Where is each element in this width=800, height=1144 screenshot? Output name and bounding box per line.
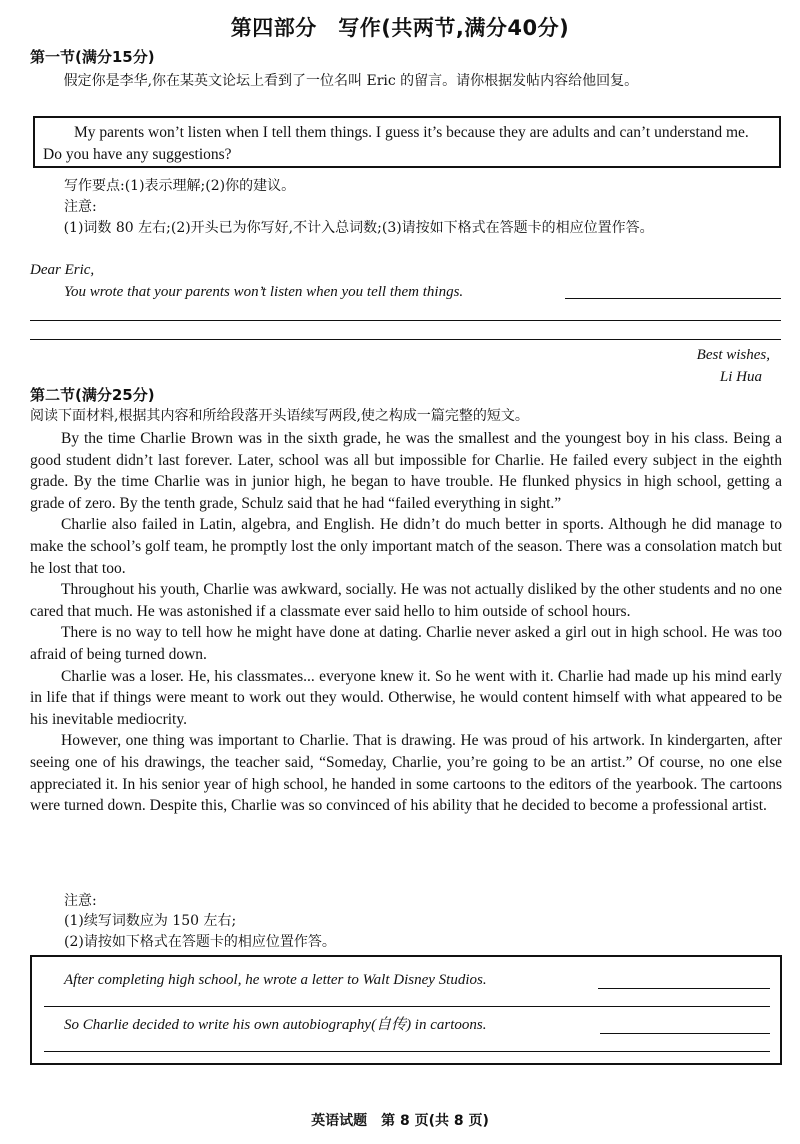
answer-line [44,1006,770,1007]
answer-line [600,1033,770,1034]
section1-intro: 假定你是李华,你在某英文论坛上看到了一位名叫 Eric 的留言。请你根据发帖内容给他回复。 [63,73,639,89]
section2-note-1: (1)续写词数应为 150 左右; [64,913,237,929]
section1-heading: 第一节(满分15分) [30,48,155,66]
writing-points: 写作要点:(1)表示理解;(2)你的建议。 [64,178,296,194]
answer-line [565,298,781,299]
letter-signature: Li Hua [719,369,762,385]
section2-heading: 第二节(满分25分) [30,386,155,404]
passage-paragraph: There is no way to tell how he might have done at dating. Charlie never asked a girl out in high school. He was too afraid of being turned down. [30,624,782,663]
page-footer: 英语试题 第 8 页(共 8 页) [311,1113,489,1129]
answer-line [30,339,781,340]
section2-note-label: 注意: [64,893,97,909]
page-title: 第四部分 写作(共两节,满分40分) [230,16,570,40]
passage-paragraph: Charlie also failed in Latin, algebra, and English. He didn’t do much better in sports. Although he did manage to make the school’s golf team, he promptly lost the only important match of the season. There was a consolation match but he lost that too. [30,516,782,577]
answer-line [30,320,781,321]
paragraph-starter-1: After completing high school, he wrote a letter to Walt Disney Studios. [64,972,487,988]
section2-intro: 阅读下面材料,根据其内容和所给段落开头语续写两段,使之构成一篇完整的短文。 [30,408,529,424]
continuation-answer-box [30,955,782,1065]
section1-note-label: 注意: [64,199,97,215]
passage-paragraph: Charlie was a loser. He, his classmates... everyone knew it. So he went with it. Charlie had made up his mind early in life that if things were meant to work out they would. Otherwise, he would content himself with what appeared to be his inevitable mediocrity. [30,667,782,728]
answer-line [598,988,770,989]
letter-opening: You wrote that your parents won’t listen when you tell them things. [64,284,464,300]
passage-paragraph: By the time Charlie Brown was in the sixth grade, he was the smallest and the youngest boy in his class. Being a good student didn’t last forever. Later, school was all but impossible for Charlie. He failed every subject in the eighth grade. By the time Charlie was in junior high, he began to have trouble. He flunked physics in high school, getting a grade of zero. By the tenth grade, Schulz said that he had “failed everything in sight.” [30,430,782,512]
forum-post-text: My parents won’t listen when I tell them things. I guess it’s because they are adults and can’t understand me. Do you have any suggestions? [43,124,749,163]
forum-post-box [33,116,781,168]
passage-paragraph: However, one thing was important to Charlie. That is drawing. He was proud of his artwork. In kindergarten, after seeing one of his drawings, the teacher said, “Someday, Charlie, you’re going to be an artist.” Of course, no one else appreciated it. In his senior year of high school, he handed in some cartoons to the editors of the yearbook. The cartoons were turned down. Despite this, Charlie was so convinced of his ability that he decided to become a professional artist. [30,732,782,815]
letter-closing: Best wishes, [696,347,770,363]
section1-note-text: (1)词数 80 左右;(2)开头已为你写好,不计入总词数;(3)请按如下格式在答题卡的相应位置作答。 [63,220,654,236]
answer-line [44,1051,770,1052]
section2-note-2: (2)请按如下格式在答题卡的相应位置作答。 [64,934,336,950]
letter-salutation: Dear Eric, [30,262,95,278]
passage-paragraph: Throughout his youth, Charlie was awkward, socially. He was not actually disliked by the other students and no one cared that much. He was astonished if a classmate ever said hello to him outside of school hours. [30,581,782,620]
reading-passage [30,428,782,817]
paragraph-starter-2: So Charlie decided to write his own autobiography(自传) in cartoons. [64,1017,487,1033]
